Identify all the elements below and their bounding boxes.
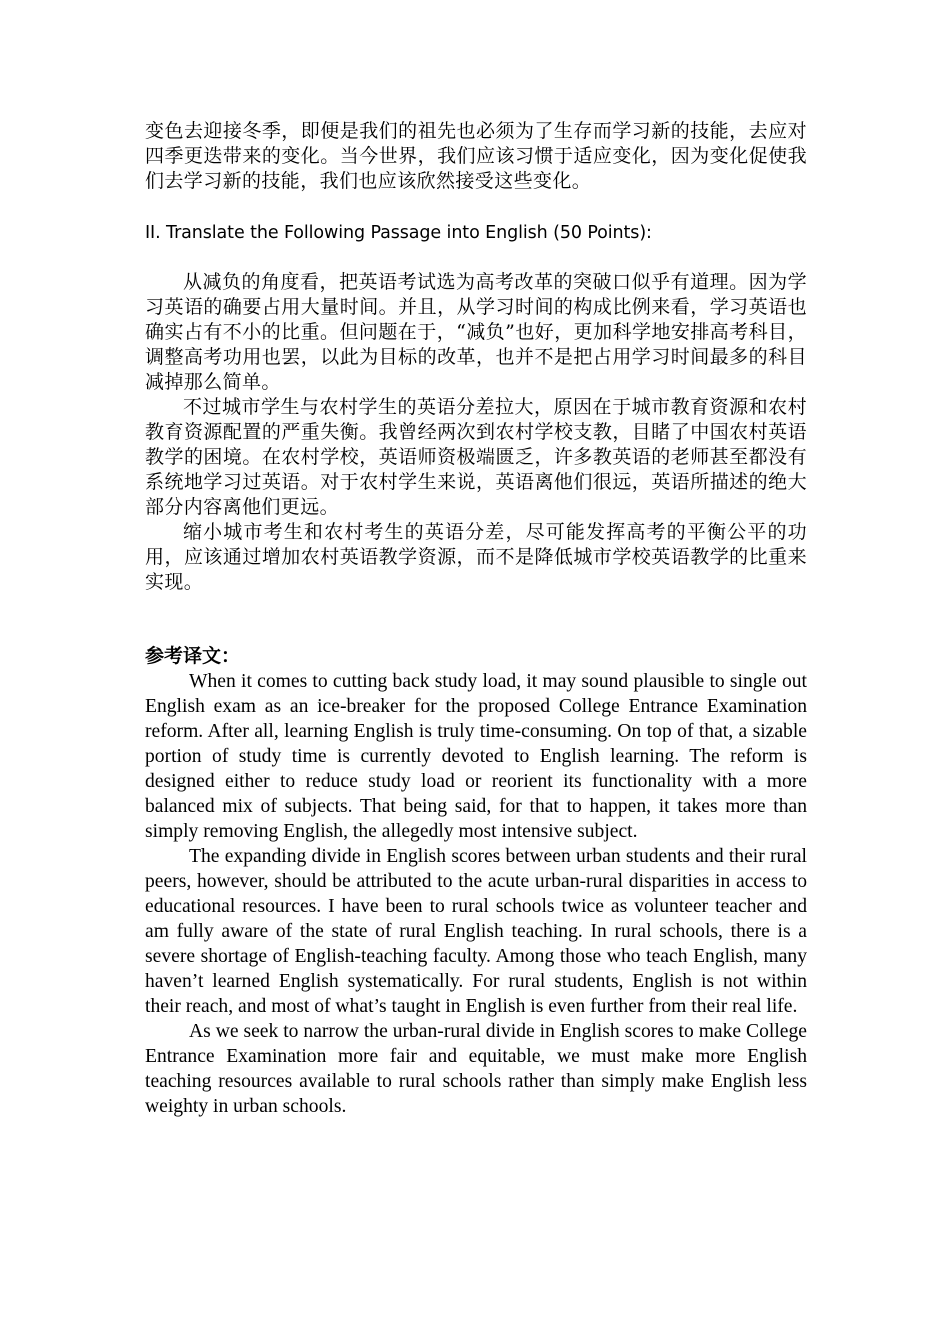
- translation-paragraph-1: When it comes to cutting back study load, it may sound plausible to single out English exam as an ice-breaker for the proposed College Entrance Examination reform. After all, learning English is truly time-consuming. On top of that, a sizable portion of study time is currently devoted to English learning. The reform is designed either to reduce study load or reorient its functionality with a more balanced mix of subjects. That being said, for that to happen, it takes more than simply removing English, the allegedly most intensive subject.: [145, 671, 807, 842]
- source-paragraph-2: 不过城市学生与农村学生的英语分差拉大，原因在于城市教育资源和农村教育资源配置的严重失衡。我曾经两次到农村学校支教，目睹了中国农村英语教学的困境。在农村学校，英语师资极端匮乏，许多教英语的老师甚至都没有系统地学习过英语。对于农村学生来说，英语离他们很远，英语所描述的绝大部分内容离他们更远。: [145, 396, 807, 518]
- source-paragraph-1: 从减负的角度看，把英语考试选为高考改革的突破口似乎有道理。因为学习英语的确要占用大量时间。并且，从学习时间的构成比例来看，学习英语也确实占有不小的比重。但问题在于，“减负”也好，更加科学地安排高考科目，调整高考功用也罢，以此为目标的改革，也并不是把占用学习时间最多的科目减掉那么简单。: [145, 271, 807, 393]
- reference-translation: [145, 669, 807, 1119]
- intro-paragraph: 变色去迎接冬季，即便是我们的祖先也必须为了生存而学习新的技能，去应对四季更迭带来的变化。当今世界，我们应该习惯于适应变化，因为变化促使我们去学习新的技能，我们也应该欣然接受这些变化。: [145, 120, 807, 192]
- source-paragraph-3: 缩小城市考生和农村考生的英语分差，尽可能发挥高考的平衡公平的功用，应该通过增加农村英语教学资源，而不是降低城市学校英语教学的比重来实现。: [145, 521, 807, 593]
- section-heading: II. Translate the Following Passage into English (50 Points):: [145, 223, 652, 243]
- reference-title: 参考译文：: [145, 645, 241, 667]
- page-content: [145, 119, 807, 1119]
- translation-paragraph-2: The expanding divide in English scores between urban students and their rural peers, however, should be attributed to the acute urban-rural disparities in access to educational resources. I have been to rural schools twice as volunteer teacher and am fully aware of the state of rural English teaching. In rural schools, there is a severe shortage of English-teaching faculty. Among those who teach English, many haven’t learned English systematically. For rural students, English is not within their reach, and most of what’s taught in English is even further from their real life.: [145, 846, 807, 1017]
- source-passage: [145, 270, 807, 595]
- translation-paragraph-3: As we seek to narrow the urban-rural divide in English scores to make College Entrance Examination more fair and equitable, we must make more English teaching resources available to rural schools rather than simply make English less weighty in urban schools.: [145, 1021, 807, 1117]
